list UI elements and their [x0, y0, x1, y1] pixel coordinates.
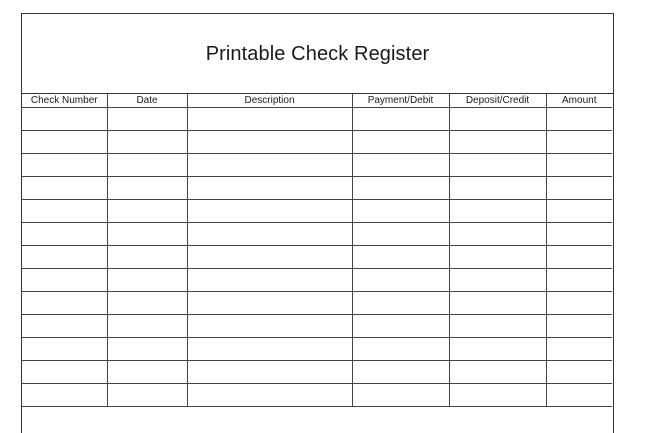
register-cell	[107, 177, 187, 200]
register-cell	[546, 269, 612, 292]
register-cell	[352, 108, 449, 131]
register-cell	[352, 292, 449, 315]
register-cell	[107, 292, 187, 315]
register-cell	[546, 177, 612, 200]
register-cell	[546, 292, 612, 315]
register-cell	[22, 154, 107, 177]
register-cell	[187, 269, 352, 292]
register-cell	[187, 131, 352, 154]
column-header-date: Date	[107, 94, 187, 108]
table-row	[22, 131, 612, 154]
register-cell	[352, 131, 449, 154]
table-row	[22, 292, 612, 315]
register-cell	[22, 108, 107, 131]
register-cell	[22, 361, 107, 384]
register-cell	[22, 177, 107, 200]
register-cell	[449, 269, 546, 292]
register-cell	[352, 361, 449, 384]
column-header-deposit-credit: Deposit/Credit	[449, 94, 546, 108]
table-row	[22, 361, 612, 384]
register-cell	[107, 315, 187, 338]
register-cell	[187, 361, 352, 384]
register-cell	[449, 361, 546, 384]
register-cell	[107, 108, 187, 131]
register-table	[22, 94, 612, 407]
register-cell	[107, 200, 187, 223]
register-cell	[107, 269, 187, 292]
column-header-description: Description	[187, 94, 352, 108]
register-cell	[546, 200, 612, 223]
register-cell	[546, 338, 612, 361]
register-cell	[352, 246, 449, 269]
register-cell	[22, 269, 107, 292]
title-box	[22, 14, 613, 94]
register-cell	[187, 338, 352, 361]
register-cell	[187, 177, 352, 200]
register-body	[22, 108, 612, 407]
table-row	[22, 200, 612, 223]
register-cell	[107, 154, 187, 177]
register-cell	[449, 154, 546, 177]
register-cell	[107, 131, 187, 154]
register-cell	[449, 338, 546, 361]
register-cell	[22, 200, 107, 223]
register-cell	[187, 292, 352, 315]
register-cell	[449, 108, 546, 131]
table-row	[22, 246, 612, 269]
register-cell	[546, 361, 612, 384]
register-cell	[449, 223, 546, 246]
register-cell	[22, 292, 107, 315]
register-cell	[352, 315, 449, 338]
register-cell	[107, 246, 187, 269]
table-row	[22, 154, 612, 177]
register-cell	[22, 384, 107, 407]
register-cell	[22, 131, 107, 154]
register-cell	[22, 223, 107, 246]
register-cell	[107, 223, 187, 246]
register-cell	[546, 108, 612, 131]
register-cell	[546, 246, 612, 269]
register-cell	[449, 177, 546, 200]
register-cell	[187, 154, 352, 177]
page-title: Printable Check Register	[205, 43, 430, 65]
register-cell	[352, 338, 449, 361]
register-cell	[352, 223, 449, 246]
register-cell	[352, 384, 449, 407]
table-row	[22, 338, 612, 361]
register-cell	[187, 200, 352, 223]
register-cell	[449, 131, 546, 154]
check-register-form	[21, 13, 614, 433]
register-cell	[352, 200, 449, 223]
header-row	[22, 94, 612, 108]
register-cell	[107, 361, 187, 384]
register-cell	[449, 200, 546, 223]
register-cell	[187, 108, 352, 131]
column-header-payment-debit: Payment/Debit	[352, 94, 449, 108]
register-cell	[22, 338, 107, 361]
register-cell	[449, 315, 546, 338]
register-cell	[22, 246, 107, 269]
table-row	[22, 108, 612, 131]
register-cell	[107, 338, 187, 361]
table-row	[22, 315, 612, 338]
register-cell	[546, 131, 612, 154]
register-cell	[449, 246, 546, 269]
table-row	[22, 177, 612, 200]
register-cell	[352, 154, 449, 177]
table-row	[22, 269, 612, 292]
register-cell	[187, 246, 352, 269]
register-cell	[546, 154, 612, 177]
column-header-check-number: Check Number	[22, 94, 107, 108]
register-cell	[352, 269, 449, 292]
register-cell	[187, 384, 352, 407]
register-cell	[107, 384, 187, 407]
register-cell	[449, 292, 546, 315]
register-cell	[187, 315, 352, 338]
column-header-amount: Amount	[546, 94, 612, 108]
register-cell	[352, 177, 449, 200]
register-cell	[187, 223, 352, 246]
table-row	[22, 384, 612, 407]
register-cell	[449, 384, 546, 407]
register-cell	[22, 315, 107, 338]
register-cell	[546, 384, 612, 407]
register-cell	[546, 223, 612, 246]
register-cell	[546, 315, 612, 338]
table-row	[22, 223, 612, 246]
